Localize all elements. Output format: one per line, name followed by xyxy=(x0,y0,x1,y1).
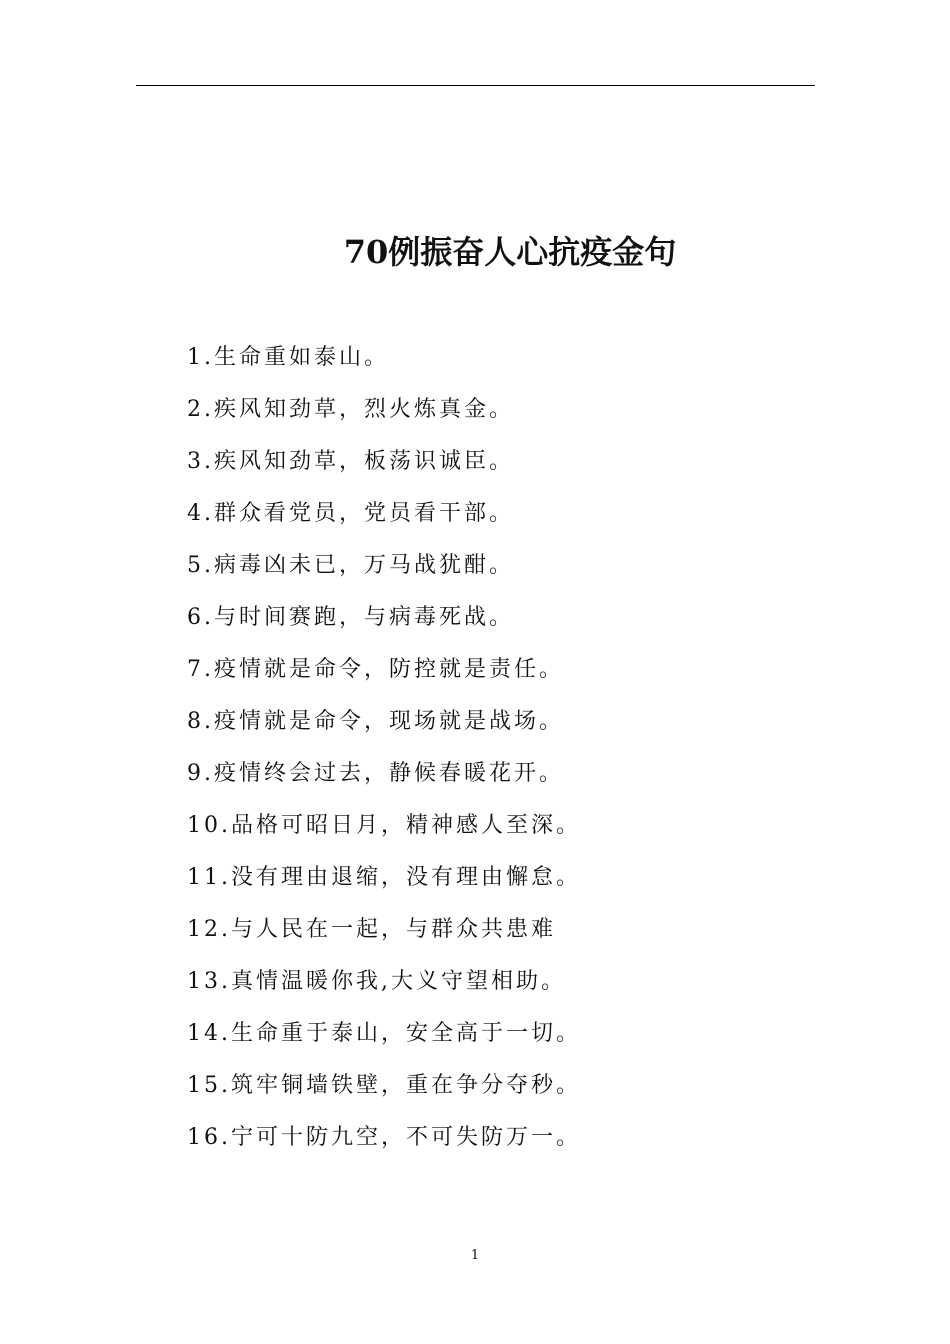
quote-item: 8.疫情就是命令，现场就是战场。 xyxy=(187,709,564,734)
quote-item: 13.真情温暖你我,大义守望相助。 xyxy=(187,969,566,994)
quote-item: 1.生命重如泰山。 xyxy=(187,345,389,370)
quote-item: 10.品格可昭日月，精神感人至深。 xyxy=(187,813,581,838)
quote-item: 3.疾风知劲草，板荡识诚臣。 xyxy=(187,449,514,474)
quote-item: 9.疫情终会过去，静候春暖花开。 xyxy=(187,761,564,786)
quote-item: 2.疾风知劲草，烈火炼真金。 xyxy=(187,397,514,422)
quote-item: 14.生命重于泰山，安全高于一切。 xyxy=(187,1021,581,1046)
quote-item: 11.没有理由退缩，没有理由懈怠。 xyxy=(187,865,581,890)
page-number: 1 xyxy=(470,1248,480,1263)
quote-item: 6.与时间赛跑，与病毒死战。 xyxy=(187,605,514,630)
quote-item: 15.筑牢铜墙铁壁，重在争分夺秒。 xyxy=(187,1073,581,1098)
quote-item: 4.群众看党员，党员看干部。 xyxy=(187,501,514,526)
quote-item: 5.病毒凶未已，万马战犹酣。 xyxy=(187,553,514,578)
quote-item: 12.与人民在一起，与群众共患难 xyxy=(187,917,556,942)
quote-list xyxy=(187,336,581,1168)
quote-item: 16.宁可十防九空，不可失防万一。 xyxy=(187,1125,581,1150)
quote-item: 7.疫情就是命令，防控就是责任。 xyxy=(187,657,564,682)
document-title: 70例振奋人心抗疫金句 xyxy=(343,233,677,271)
header-rule xyxy=(136,85,815,86)
